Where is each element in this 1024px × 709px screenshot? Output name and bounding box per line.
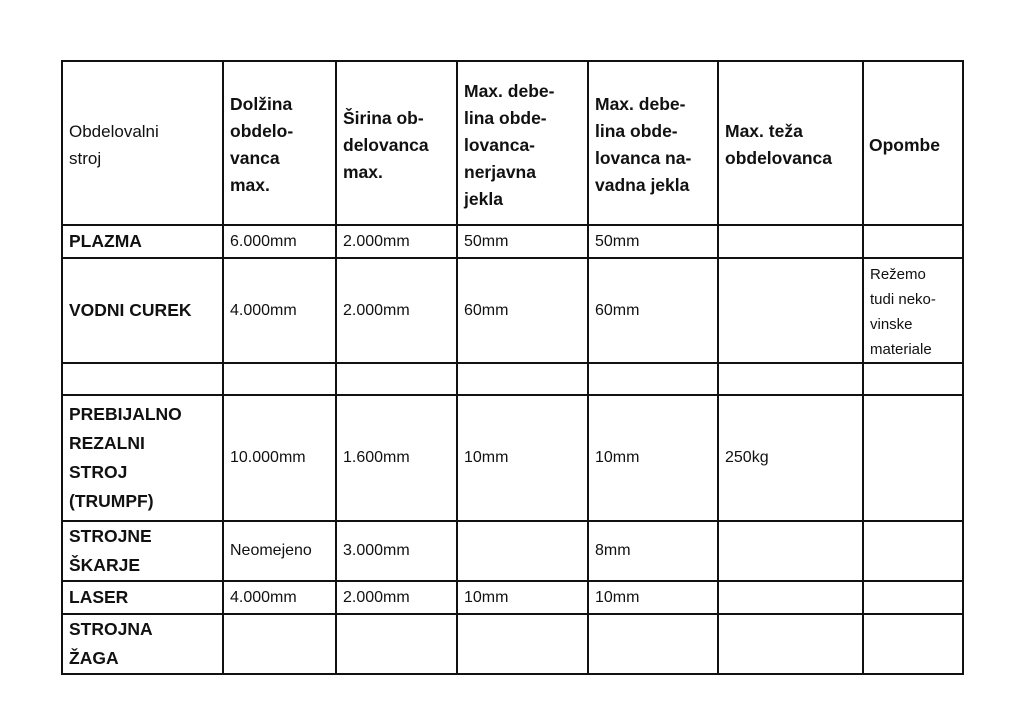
header-machine: Obdelovalni stroj [62,61,223,225]
cell-length-text: 10.000mm [230,449,306,466]
header-width: Širina ob- delovanca max. [336,61,457,225]
cell-width-text: 3.000mm [343,542,410,559]
cell-machine [62,614,223,674]
cell-length [223,395,336,521]
cell-length [223,225,336,258]
cell-thickness-regular [588,395,718,521]
cell-note [863,258,963,363]
header-notes: Opombe [863,61,963,225]
cell-thickness-stainless [457,258,588,363]
cell-weight [718,395,863,521]
cell-note [863,395,963,521]
cell-thickness-regular-text: 10mm [595,588,640,606]
cell-note [863,614,963,674]
cell-machine [62,363,223,395]
table-row [62,363,963,395]
cell-thickness-regular [588,258,718,363]
cell-weight [718,614,863,674]
cell-width [336,521,457,581]
cell-thickness-regular [588,521,718,581]
cell-length [223,258,336,363]
cell-thickness-regular [588,225,718,258]
cell-machine-text: STROJNA ŽAGA [69,619,153,668]
cell-length [223,363,336,395]
cell-weight [718,363,863,395]
cell-machine-text: STROJNE ŠKARJE [69,526,152,575]
cell-thickness-stainless-text: 10mm [464,588,509,606]
cell-width-text: 2.000mm [343,301,410,319]
header-thickness-stainless: Max. debe- lina obde- lovanca- nerjavna jekla [457,61,588,225]
cell-note [863,581,963,614]
cell-machine [62,395,223,521]
cell-machine [62,521,223,581]
cell-weight [718,581,863,614]
cell-thickness-stainless [457,363,588,395]
table-header-row [62,61,963,225]
table-row [62,614,963,674]
cell-thickness-regular-text: 10mm [595,449,640,466]
table-row [62,581,963,614]
cell-width [336,225,457,258]
cell-machine-text: PREBIJALNO REZALNI STROJ (TRUMPF) [69,404,182,511]
cell-length-text: 4.000mm [230,588,297,606]
table-row [62,225,963,258]
cell-thickness-stainless-text: 50mm [464,232,509,250]
cell-machine [62,581,223,614]
cell-weight [718,258,863,363]
header-length: Dolžina obdelo- vanca max. [223,61,336,225]
table-row [62,395,963,521]
cell-weight-text: 250kg [725,449,769,466]
cell-thickness-regular-text: 8mm [595,542,631,559]
cell-length [223,521,336,581]
document-sheet [61,60,964,675]
cell-thickness-stainless [457,225,588,258]
cell-thickness-regular-text: 60mm [595,301,640,319]
cell-width [336,395,457,521]
cell-width [336,581,457,614]
cell-weight [718,225,863,258]
cell-thickness-regular [588,581,718,614]
cell-length-text: 6.000mm [230,232,297,250]
cell-width [336,258,457,363]
cell-machine [62,258,223,363]
cell-length [223,581,336,614]
cell-length-text: Neomejeno [230,542,312,559]
cell-machine [62,225,223,258]
cell-width-text: 2.000mm [343,588,410,606]
cell-weight [718,521,863,581]
header-weight: Max. teža obdelovanca [718,61,863,225]
cell-thickness-regular [588,363,718,395]
cell-machine-text: VODNI CUREK [69,300,192,320]
cell-thickness-stainless [457,395,588,521]
cell-note [863,363,963,395]
table-row [62,521,963,581]
cell-width-text: 2.000mm [343,232,410,250]
cell-length-text: 4.000mm [230,301,297,319]
table-row [62,258,963,363]
cell-thickness-regular [588,614,718,674]
cell-note [863,225,963,258]
cell-thickness-stainless-text: 10mm [464,449,509,466]
cell-thickness-stainless [457,521,588,581]
cell-width [336,363,457,395]
cell-note-text: Režemo tudi neko- vinske materiale [870,266,936,358]
cell-thickness-regular-text: 50mm [595,232,640,250]
cell-length [223,614,336,674]
cell-thickness-stainless [457,581,588,614]
cell-machine-text: LASER [69,587,129,607]
cell-note [863,521,963,581]
cell-width [336,614,457,674]
cell-thickness-stainless-text: 60mm [464,301,509,319]
machine-capabilities-table [61,60,964,675]
cell-thickness-stainless [457,614,588,674]
cell-width-text: 1.600mm [343,449,410,466]
cell-machine-text: PLAZMA [69,231,142,251]
header-thickness-regular: Max. debe- lina obde- lovanca na- vadna jekla [588,61,718,225]
